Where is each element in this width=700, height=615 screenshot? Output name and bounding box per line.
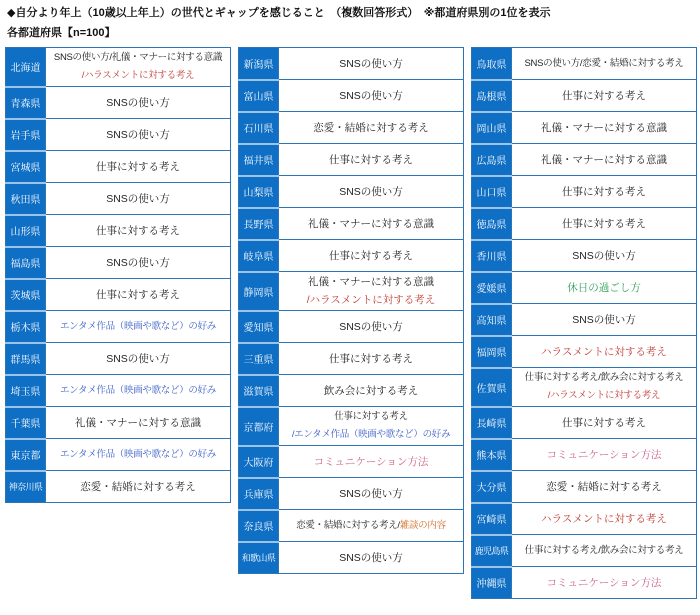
table-row bbox=[6, 407, 231, 439]
table-row bbox=[472, 80, 697, 112]
answer-text: /ハラスメントに対する考え bbox=[81, 70, 195, 81]
answer-text: SNSの使い方 bbox=[106, 192, 170, 205]
answer-text: SNSの使い方 bbox=[339, 89, 403, 102]
answer-line bbox=[514, 279, 694, 297]
answer-line bbox=[514, 542, 694, 560]
answer-text: 仕事に対する考え bbox=[334, 411, 408, 422]
table-row bbox=[472, 567, 697, 599]
table-row bbox=[6, 183, 231, 215]
table-row bbox=[6, 279, 231, 311]
answer-text: コミュニケーション方法 bbox=[546, 448, 662, 461]
answer-cell bbox=[279, 311, 464, 343]
answer-cell bbox=[46, 151, 231, 183]
answer-text: 礼儀・マナーに対する意識 bbox=[541, 153, 667, 166]
answer-text: 仕事に対する考え bbox=[96, 224, 180, 237]
answer-cell bbox=[46, 343, 231, 375]
table-row bbox=[472, 503, 697, 535]
prefecture-name: 富山県 bbox=[239, 80, 279, 112]
table-row bbox=[472, 439, 697, 471]
answer-text: エンタメ作品（映画や歌など）の好み bbox=[59, 320, 217, 332]
prefecture-name: 佐賀県 bbox=[472, 368, 512, 407]
table-row bbox=[6, 471, 231, 503]
prefecture-name: 岐阜県 bbox=[239, 240, 279, 272]
answer-cell bbox=[279, 176, 464, 208]
prefecture-name: 秋田県 bbox=[6, 183, 46, 215]
answer-cell bbox=[512, 567, 697, 599]
answer-cell bbox=[512, 535, 697, 567]
answer-line bbox=[281, 151, 461, 169]
table-row bbox=[6, 343, 231, 375]
answer-cell bbox=[512, 240, 697, 272]
prefecture-name: 鹿児島県 bbox=[472, 535, 512, 567]
answer-line bbox=[281, 273, 461, 291]
table-row bbox=[239, 208, 464, 240]
answer-text: SNSの使い方/礼儀・マナーに対する意識 bbox=[53, 52, 223, 63]
table-row bbox=[239, 144, 464, 176]
prefecture-name: 東京都 bbox=[6, 439, 46, 471]
answer-text: 雑談の内容 bbox=[399, 519, 446, 531]
answer-cell bbox=[279, 208, 464, 240]
answer-line bbox=[281, 215, 461, 233]
prefecture-name: 山口県 bbox=[472, 176, 512, 208]
answer-line bbox=[514, 119, 694, 137]
answer-line bbox=[514, 446, 694, 464]
answer-line bbox=[48, 222, 228, 240]
prefecture-name: 埼玉県 bbox=[6, 375, 46, 407]
table-row bbox=[472, 208, 697, 240]
answer-line bbox=[48, 286, 228, 304]
answer-cell bbox=[279, 112, 464, 144]
prefecture-name: 奈良県 bbox=[239, 510, 279, 542]
answer-cell bbox=[279, 144, 464, 176]
answer-line bbox=[48, 478, 228, 496]
answer-text: 仕事に対する考え bbox=[329, 153, 413, 166]
table-row bbox=[6, 375, 231, 407]
answer-cell bbox=[46, 119, 231, 151]
prefecture-tables bbox=[5, 47, 697, 599]
answer-text: SNSの使い方 bbox=[339, 551, 403, 564]
table-row bbox=[239, 407, 464, 446]
answer-line bbox=[514, 574, 694, 592]
table-row bbox=[472, 304, 697, 336]
table-row bbox=[239, 343, 464, 375]
answer-line bbox=[281, 291, 461, 309]
table-row bbox=[472, 112, 697, 144]
prefecture-name: 長崎県 bbox=[472, 407, 512, 439]
table-row bbox=[472, 272, 697, 304]
prefecture-name: 静岡県 bbox=[239, 272, 279, 311]
table-row bbox=[472, 48, 697, 80]
answer-line bbox=[281, 408, 461, 426]
answer-text: ハラスメントに対する考え bbox=[541, 512, 667, 525]
answer-text: コミュニケーション方法 bbox=[313, 455, 429, 468]
answer-cell bbox=[279, 272, 464, 311]
table-row bbox=[6, 151, 231, 183]
answer-line bbox=[48, 158, 228, 176]
answer-line bbox=[48, 67, 228, 85]
table-row bbox=[6, 87, 231, 119]
answer-line bbox=[514, 387, 694, 405]
table-row bbox=[239, 48, 464, 80]
prefecture-name: 神奈川県 bbox=[6, 471, 46, 503]
answer-line bbox=[48, 350, 228, 368]
answer-text: ハラスメントに対する考え bbox=[541, 345, 667, 358]
table-row bbox=[472, 240, 697, 272]
answer-line bbox=[281, 247, 461, 265]
answer-line bbox=[281, 119, 461, 137]
pref-table bbox=[238, 47, 464, 574]
table-row bbox=[239, 80, 464, 112]
table-row bbox=[239, 311, 464, 343]
answer-text: SNSの使い方 bbox=[339, 487, 403, 500]
prefecture-name: 千葉県 bbox=[6, 407, 46, 439]
answer-text: 休日の過ごし方 bbox=[567, 281, 641, 294]
prefecture-name: 山梨県 bbox=[239, 176, 279, 208]
answer-text: 仕事に対する考え bbox=[562, 89, 646, 102]
answer-text: 恋愛・結婚に対する考え bbox=[80, 480, 196, 493]
answer-text: 礼儀・マナーに対する意識 bbox=[308, 276, 434, 288]
prefecture-name: 大阪府 bbox=[239, 446, 279, 478]
answer-line bbox=[48, 49, 228, 67]
answer-line bbox=[514, 87, 694, 105]
answer-cell bbox=[279, 407, 464, 446]
answer-line bbox=[514, 55, 694, 73]
answer-text: 礼儀・マナーに対する意識 bbox=[75, 416, 201, 429]
prefecture-name: 広島県 bbox=[472, 144, 512, 176]
prefecture-name: 栃木県 bbox=[6, 311, 46, 343]
answer-text: SNSの使い方 bbox=[106, 128, 170, 141]
answer-cell bbox=[46, 279, 231, 311]
answer-cell bbox=[46, 247, 231, 279]
answer-line bbox=[514, 247, 694, 265]
answer-cell bbox=[512, 272, 697, 304]
prefecture-name: 山形県 bbox=[6, 215, 46, 247]
answer-text: 恋愛・結婚に対する考え bbox=[313, 121, 429, 134]
answer-cell bbox=[46, 407, 231, 439]
answer-line bbox=[514, 414, 694, 432]
answer-text: 恋愛・結婚に対する考え bbox=[546, 480, 662, 493]
prefecture-name: 福島県 bbox=[6, 247, 46, 279]
answer-cell bbox=[512, 48, 697, 80]
prefecture-name: 高知県 bbox=[472, 304, 512, 336]
answer-cell bbox=[512, 112, 697, 144]
answer-cell bbox=[46, 183, 231, 215]
answer-text: エンタメ作品（映画や歌など）の好み bbox=[59, 384, 217, 396]
table-row bbox=[239, 272, 464, 311]
table-row bbox=[472, 336, 697, 368]
answer-cell bbox=[512, 304, 697, 336]
answer-text: SNSの使い方 bbox=[339, 185, 403, 198]
table-row bbox=[239, 478, 464, 510]
header bbox=[0, 0, 700, 40]
answer-line bbox=[281, 55, 461, 73]
prefecture-name: 熊本県 bbox=[472, 439, 512, 471]
answer-cell bbox=[279, 343, 464, 375]
table-row bbox=[472, 368, 697, 407]
answer-cell bbox=[279, 446, 464, 478]
prefecture-name: 青森県 bbox=[6, 87, 46, 119]
prefecture-name: 宮城県 bbox=[6, 151, 46, 183]
answer-text: 恋愛・結婚に対する考え/ bbox=[296, 519, 400, 531]
answer-line bbox=[281, 350, 461, 368]
table-row bbox=[239, 510, 464, 542]
prefecture-name: 茨城県 bbox=[6, 279, 46, 311]
table-row bbox=[239, 240, 464, 272]
answer-line bbox=[514, 311, 694, 329]
table-row bbox=[6, 247, 231, 279]
prefecture-name: 福井県 bbox=[239, 144, 279, 176]
answer-text: SNSの使い方 bbox=[572, 249, 636, 262]
answer-line bbox=[48, 446, 228, 464]
answer-cell bbox=[279, 80, 464, 112]
table-row bbox=[472, 471, 697, 503]
answer-text: コミュニケーション方法 bbox=[546, 576, 662, 589]
answer-text: 礼儀・マナーに対する意識 bbox=[541, 121, 667, 134]
prefecture-name: 岡山県 bbox=[472, 112, 512, 144]
prefecture-name: 和歌山県 bbox=[239, 542, 279, 574]
answer-text: 飲み会に対する考え bbox=[323, 384, 419, 397]
answer-text: 仕事に対する考え bbox=[96, 288, 180, 301]
answer-cell bbox=[512, 176, 697, 208]
answer-text: 仕事に対する考え bbox=[562, 185, 646, 198]
table-row bbox=[6, 48, 231, 87]
answer-text: 仕事に対する考え/飲み会に対する考え bbox=[524, 544, 684, 556]
prefecture-name: 長野県 bbox=[239, 208, 279, 240]
answer-cell bbox=[512, 471, 697, 503]
answer-line bbox=[281, 485, 461, 503]
answer-text: SNSの使い方 bbox=[339, 320, 403, 333]
answer-line bbox=[281, 318, 461, 336]
pref-table bbox=[5, 47, 231, 503]
answer-text: 仕事に対する考え bbox=[562, 217, 646, 230]
answer-text: SNSの使い方 bbox=[106, 96, 170, 109]
answer-cell bbox=[46, 48, 231, 87]
prefecture-name: 兵庫県 bbox=[239, 478, 279, 510]
answer-cell bbox=[279, 478, 464, 510]
prefecture-name: 愛媛県 bbox=[472, 272, 512, 304]
table-row bbox=[6, 439, 231, 471]
table-row bbox=[239, 446, 464, 478]
answer-line bbox=[281, 549, 461, 567]
answer-text: /エンタメ作品（映画や歌など）の好み bbox=[291, 429, 451, 440]
prefecture-name: 愛知県 bbox=[239, 311, 279, 343]
answer-text: エンタメ作品（映画や歌など）の好み bbox=[59, 448, 217, 460]
answer-line bbox=[514, 343, 694, 361]
answer-line bbox=[48, 414, 228, 432]
answer-line bbox=[281, 453, 461, 471]
answer-line bbox=[514, 478, 694, 496]
answer-line bbox=[281, 87, 461, 105]
prefecture-name: 香川県 bbox=[472, 240, 512, 272]
answer-cell bbox=[46, 311, 231, 343]
answer-cell bbox=[279, 48, 464, 80]
answer-line bbox=[281, 426, 461, 444]
prefecture-name: 滋賀県 bbox=[239, 375, 279, 407]
answer-cell bbox=[512, 503, 697, 535]
answer-cell bbox=[512, 80, 697, 112]
answer-text: 仕事に対する考え bbox=[329, 352, 413, 365]
answer-cell bbox=[46, 471, 231, 503]
prefecture-name: 三重県 bbox=[239, 343, 279, 375]
answer-line bbox=[48, 190, 228, 208]
prefecture-name: 北海道 bbox=[6, 48, 46, 87]
prefecture-name: 群馬県 bbox=[6, 343, 46, 375]
table-row bbox=[6, 311, 231, 343]
prefecture-name: 宮崎県 bbox=[472, 503, 512, 535]
prefecture-name: 新潟県 bbox=[239, 48, 279, 80]
table-row bbox=[6, 119, 231, 151]
answer-cell bbox=[512, 208, 697, 240]
answer-text: SNSの使い方/恋愛・結婚に対する考え bbox=[524, 57, 684, 69]
answer-text: 仕事に対する考え bbox=[96, 160, 180, 173]
answer-cell bbox=[46, 87, 231, 119]
answer-line bbox=[48, 254, 228, 272]
prefecture-name: 徳島県 bbox=[472, 208, 512, 240]
prefecture-name: 石川県 bbox=[239, 112, 279, 144]
answer-line bbox=[48, 94, 228, 112]
prefecture-name: 沖縄県 bbox=[472, 567, 512, 599]
prefecture-name: 島根県 bbox=[472, 80, 512, 112]
answer-cell bbox=[512, 407, 697, 439]
answer-text: 仕事に対する考え bbox=[329, 249, 413, 262]
answer-line bbox=[48, 318, 228, 336]
answer-text: /ハラスメントに対する考え bbox=[306, 294, 436, 306]
answer-line bbox=[514, 151, 694, 169]
answer-line bbox=[281, 382, 461, 400]
table-row bbox=[472, 144, 697, 176]
answer-line bbox=[514, 369, 694, 387]
answer-text: SNSの使い方 bbox=[339, 57, 403, 70]
prefecture-name: 岩手県 bbox=[6, 119, 46, 151]
answer-line bbox=[514, 183, 694, 201]
table-row bbox=[239, 542, 464, 574]
prefecture-name: 京都府 bbox=[239, 407, 279, 446]
answer-line bbox=[48, 126, 228, 144]
answer-cell bbox=[46, 439, 231, 471]
page-title: ◆自分より年上（10歳以上年上）の世代とギャップを感じること （複数回答形式） ※都道府県別の1位を表示 bbox=[7, 7, 551, 19]
answer-cell bbox=[279, 240, 464, 272]
table-row bbox=[239, 176, 464, 208]
answer-line bbox=[48, 382, 228, 400]
pref-table bbox=[471, 47, 697, 599]
table-row bbox=[6, 215, 231, 247]
answer-cell bbox=[512, 336, 697, 368]
answer-text: 礼儀・マナーに対する意識 bbox=[308, 217, 434, 230]
answer-cell bbox=[512, 368, 697, 407]
answer-text: SNSの使い方 bbox=[572, 313, 636, 326]
answer-line bbox=[281, 517, 461, 535]
sample-size-label: 各都道府県【n=100】 bbox=[7, 27, 116, 39]
prefecture-name: 鳥取県 bbox=[472, 48, 512, 80]
answer-text: /ハラスメントに対する考え bbox=[547, 390, 661, 401]
answer-cell bbox=[512, 439, 697, 471]
answer-cell bbox=[46, 375, 231, 407]
table-row bbox=[239, 375, 464, 407]
answer-cell bbox=[512, 144, 697, 176]
prefecture-name: 大分県 bbox=[472, 471, 512, 503]
answer-cell bbox=[279, 542, 464, 574]
answer-text: 仕事に対する考え bbox=[562, 416, 646, 429]
table-row bbox=[472, 407, 697, 439]
answer-cell bbox=[46, 215, 231, 247]
answer-cell bbox=[279, 375, 464, 407]
answer-text: SNSの使い方 bbox=[106, 256, 170, 269]
table-row bbox=[239, 112, 464, 144]
answer-line bbox=[281, 183, 461, 201]
answer-cell bbox=[279, 510, 464, 542]
prefecture-name: 福岡県 bbox=[472, 336, 512, 368]
answer-line bbox=[514, 510, 694, 528]
answer-line bbox=[514, 215, 694, 233]
table-row bbox=[472, 535, 697, 567]
answer-text: 仕事に対する考え/飲み会に対する考え bbox=[524, 372, 684, 383]
table-row bbox=[472, 176, 697, 208]
answer-text: SNSの使い方 bbox=[106, 352, 170, 365]
